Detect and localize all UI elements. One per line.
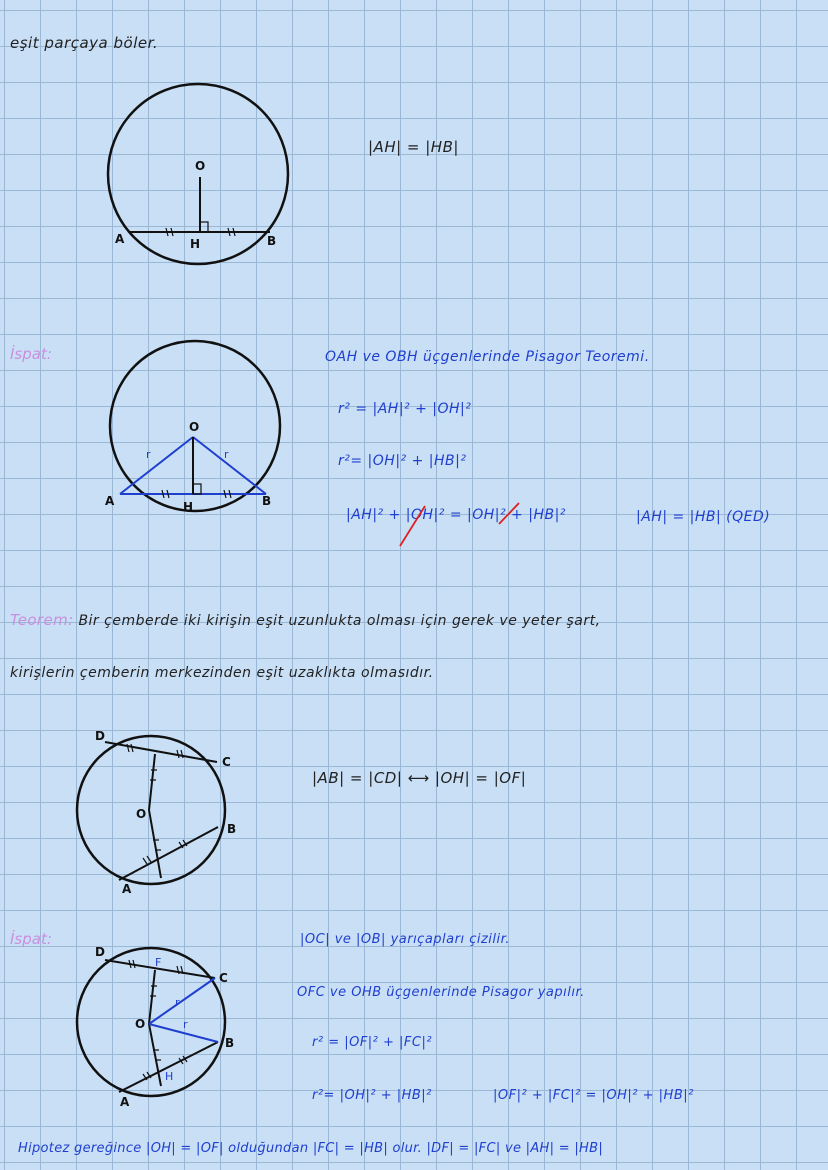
proof2-line4: r²= |OH|² + |HB|² xyxy=(312,1088,432,1103)
figure-proof1 xyxy=(100,342,300,522)
label-o: O xyxy=(135,1017,146,1031)
proof1-line3: r²= |OH|² + |HB|² xyxy=(338,453,467,469)
label-a: A xyxy=(115,232,125,246)
footer-text: Hipotez gereğince |OH| = |OF| olduğundan |FC| = |HB| olur. |DF| = |FC| ve |AH| = |HB| xyxy=(18,1141,604,1156)
label-h: H xyxy=(183,500,194,514)
chord-ab xyxy=(119,1042,218,1092)
distance-segments xyxy=(149,970,161,1086)
proof1-line1: OAH ve OBH üçgenlerinde Pisagor Teoremi. xyxy=(325,349,650,365)
label-b: B xyxy=(267,234,277,248)
right-angle-mark xyxy=(193,484,201,494)
theorem-line2: kirişlerin çemberin merkezinden eşit uzaklıkta olmasıdır. xyxy=(10,665,434,681)
chord-ab xyxy=(119,827,218,880)
figure-chord-bisector xyxy=(100,82,300,282)
figure-equal-chords xyxy=(75,730,245,900)
label-o: O xyxy=(189,420,200,434)
label-b: B xyxy=(262,494,272,508)
proof1-heading: İspat: xyxy=(10,345,52,363)
label-o: O xyxy=(195,159,206,173)
label-r-right: r xyxy=(224,448,229,461)
proof2-line5: |OF|² + |FC|² = |OH|² + |HB|² xyxy=(493,1088,694,1103)
label-c: C xyxy=(222,755,231,769)
proof1-line2: r² = |AH|² + |OH|² xyxy=(338,401,472,417)
label-b: B xyxy=(227,822,237,836)
radius-oc xyxy=(149,978,215,1024)
label-f: F xyxy=(155,956,162,969)
figure-proof2 xyxy=(75,940,245,1110)
label-r-left: r xyxy=(146,448,151,461)
theorem-text1: Bir çemberde iki kirişin eşit uzunlukta olması için gerek ve yeter şart, xyxy=(78,613,601,629)
label-o: O xyxy=(136,807,147,821)
intro-text: eşit parçaya böler. xyxy=(10,34,159,52)
cancel-strikes xyxy=(395,500,545,550)
statement-ah-hb: |AH| = |HB| xyxy=(368,138,459,156)
label-h: H xyxy=(190,237,201,251)
right-angle-mark xyxy=(200,222,208,232)
proof2-line2: OFC ve OHB üçgenlerinde Pisagor yapılır. xyxy=(297,985,585,1000)
label-r-lower: r xyxy=(183,1018,188,1031)
statement-chords: |AB| = |CD| ⟷ |OH| = |OF| xyxy=(312,769,527,787)
label-c: C xyxy=(219,971,228,985)
label-d: D xyxy=(95,945,105,959)
radius-ob xyxy=(193,437,266,494)
label-a: A xyxy=(105,494,115,508)
proof2-line3: r² = |OF|² + |FC|² xyxy=(312,1035,433,1050)
radius-oa xyxy=(120,437,193,494)
theorem-label: Teorem: xyxy=(10,611,74,629)
label-a: A xyxy=(122,882,132,896)
label-d: D xyxy=(95,729,105,743)
proof2-heading: İspat: xyxy=(10,930,52,948)
label-h: H xyxy=(165,1070,174,1083)
proof1-line4: |AH|² + |OH|² = |OH|² + |HB|² xyxy=(346,507,566,523)
label-r-upper: r xyxy=(175,996,180,1009)
theorem-line1 xyxy=(10,611,601,629)
chord-dc xyxy=(105,742,217,762)
equal-ticks xyxy=(127,744,187,864)
proof1-conclusion: |AH| = |HB| (QED) xyxy=(636,509,771,525)
proof2-line1: |OC| ve |OB| yarıçapları çizilir. xyxy=(300,932,510,947)
label-a: A xyxy=(120,1095,130,1109)
label-b: B xyxy=(225,1036,235,1050)
